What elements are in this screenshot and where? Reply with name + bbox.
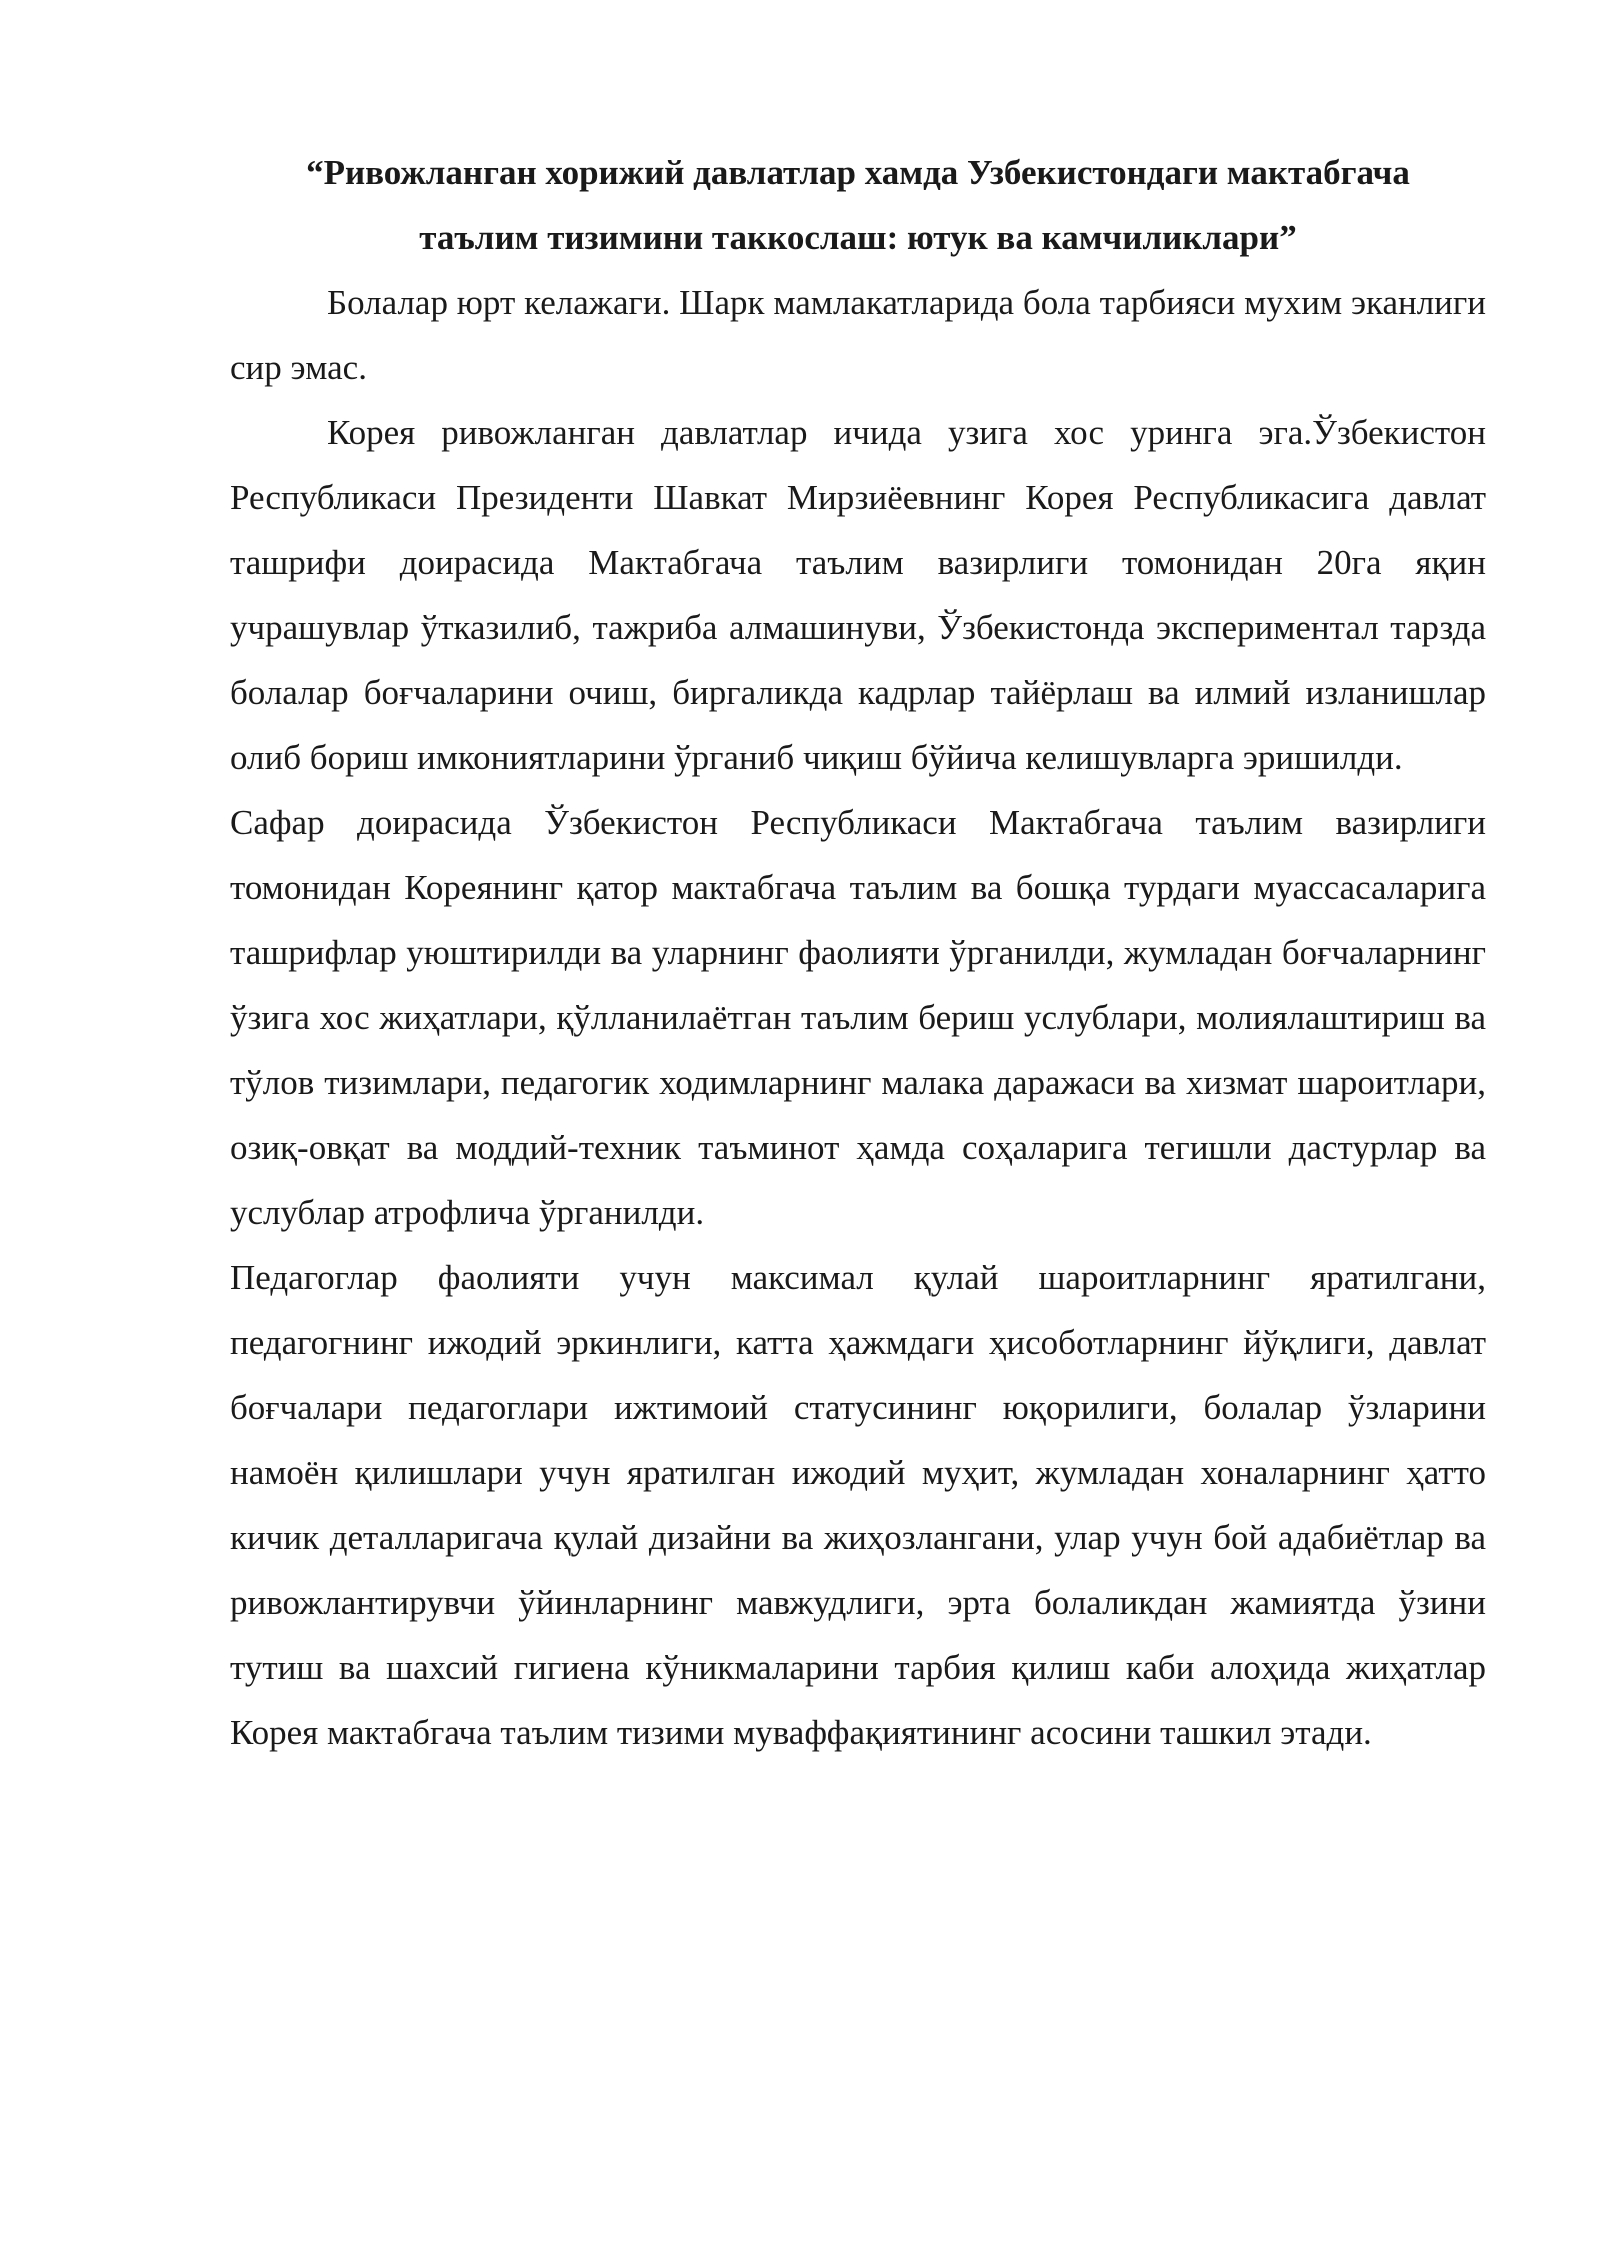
paragraph-3: Сафар доирасида Ўзбекистон Республикаси Мактабгача таълим вазирлиги томонидан Кореянинг қатор мактабгача таълим ва бошқа турдаги муассасаларига ташрифлар уюштирилди ва уларнинг фаолияти ўрганилди, жумладан боғчаларнинг ўзига хос жиҳатлари, қўлланилаётган таълим бериш услублари, молиялаштириш ва тўлов тизимлари, педагогик ходимларнинг малака даражаси ва хизмат шароитлари, озиқ-овқат ва моддий-техник таъминот ҳамда соҳаларига тегишли дастурлар ва услублар атрофлича ўрганилди. (230, 803, 1486, 1232)
paragraph-1: Болалар юрт келажаги. Шарк мамлакатларида бола тарбияси мухим эканлиги сир эмас. (230, 283, 1486, 387)
paragraph-4: Педагоглар фаолияти учун максимал қулай шароитларнинг яратилгани, педагогнинг ижодий эркинлиги, катта ҳажмдаги ҳисоботларнинг йўқлиги, давлат боғчалари педагоглари ижтимоий статусининг юқорилиги, болалар ўзларини намоён қилишлари учун яратилган ижодий муҳит, жумладан хоналарнинг ҳатто кичик деталларигача қулай дизайни ва жиҳозлангани, улар учун бой адабиётлар ва ривожлантирувчи ўйинларнинг мавжудлиги, эрта болаликдан жамиятда ўзини тутиш ва шахсий гигиена кўникмаларини тарбия қилиш каби алоҳида жиҳатлар Корея мактабгача таълим тизими муваффақиятининг асосини ташкил этади. (230, 1258, 1486, 1752)
title-line-2: таълим тизимини таккослаш: ютук ва камчиликлари” (419, 218, 1297, 257)
document-title (230, 140, 1486, 270)
paragraph-2: Корея ривожланган давлатлар ичида узига хос уринга эга.Ўзбекистон Республикаси Президенти Шавкат Мирзиёевнинг Корея Республикасига давлат ташрифи доирасида Мактабгача таълим вазирлиги томонидан 20га яқин учрашувлар ўтказилиб, тажриба алмашинуви, Ўзбекистонда экспериментал тарзда болалар боғчаларини очиш, биргаликда кадрлар тайёрлаш ва илмий изланишлар олиб бориш имкониятларини ўрганиб чиқиш бўйича келишувларга эришилди. (230, 413, 1486, 777)
title-line-1: “Ривожланган хорижий давлатлар хамда Узбекистондаги мактабгача (306, 153, 1410, 192)
document-page (230, 140, 1486, 1765)
